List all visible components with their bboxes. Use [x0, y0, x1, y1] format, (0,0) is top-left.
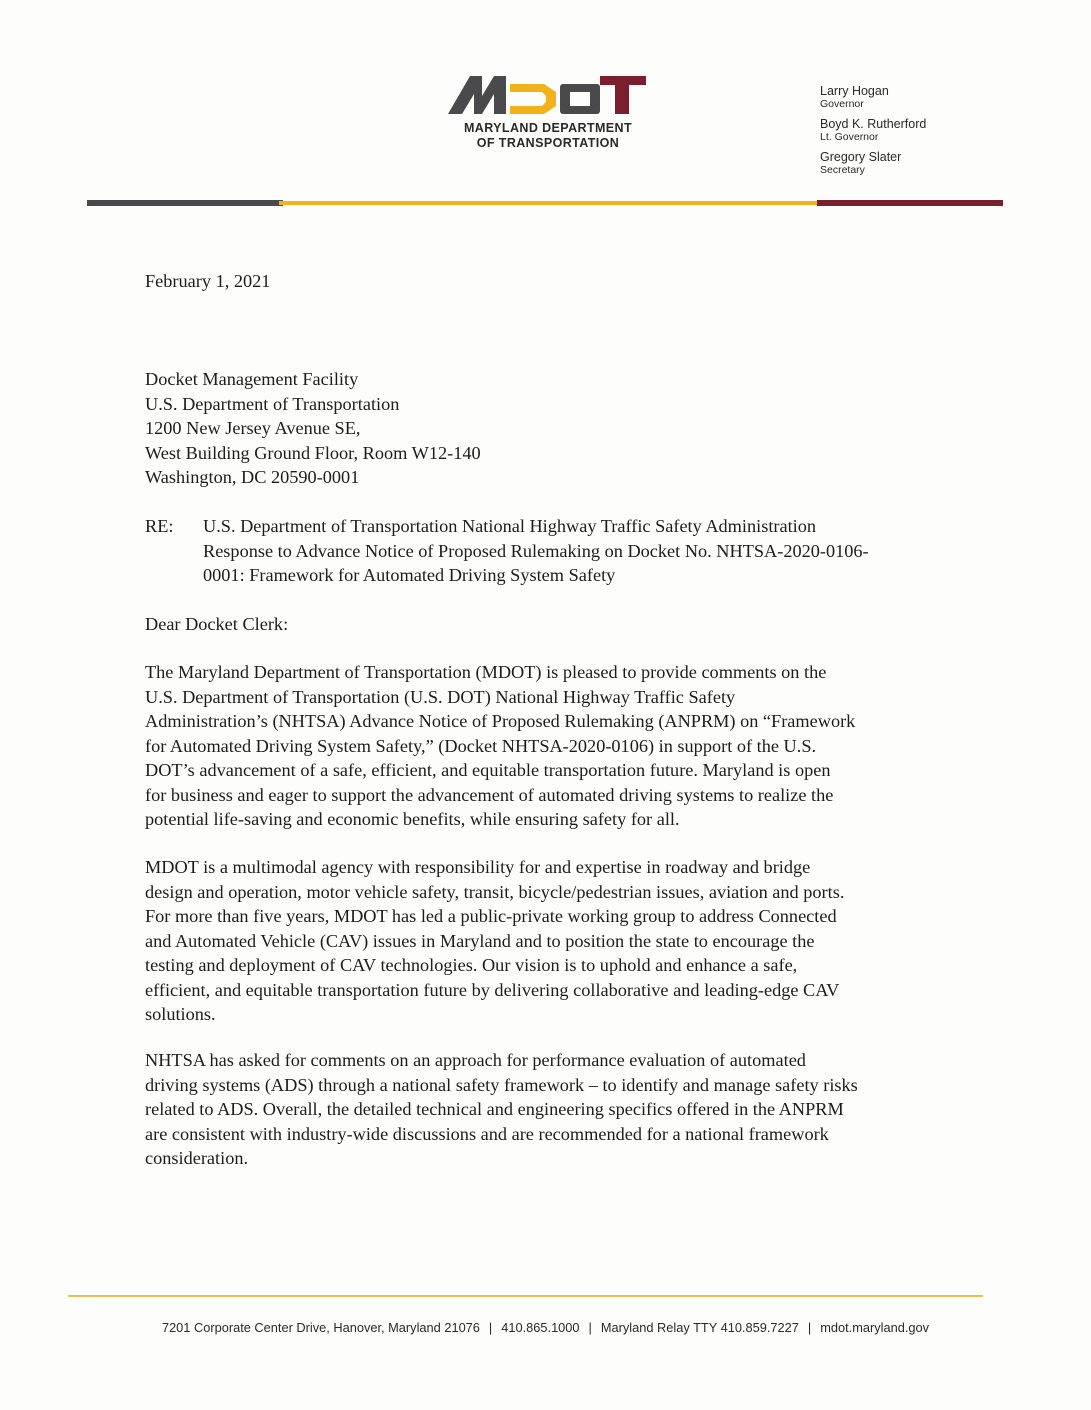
address-line: 1200 New Jersey Avenue SE, [145, 418, 361, 438]
mdot-logo-mark [448, 72, 648, 120]
footer-website[interactable]: mdot.maryland.gov [820, 1320, 930, 1335]
address-line: West Building Ground Floor, Room W12-140 [145, 442, 481, 463]
official-title: Governor [820, 98, 864, 110]
mdot-logo [448, 72, 648, 154]
paragraph-line: are consistent with industry-wide discussions and are recommended for a national framework [145, 1123, 829, 1144]
officials-list [820, 84, 1020, 183]
paragraph-line: consideration. [145, 1148, 249, 1168]
footer-separator: | [807, 1320, 812, 1335]
footer-separator: | [488, 1320, 493, 1335]
official-title: Secretary [820, 164, 865, 176]
re-line: Response to Advance Notice of Proposed Rulemaking on Docket No. NHTSA-2020-0106- [203, 540, 869, 561]
official-name: Boyd K. Rutherford [820, 117, 927, 131]
body-paragraph-2 [145, 855, 950, 1027]
paragraph-line: Administration’s (NHTSA) Advance Notice of Proposed Rulemaking (ANPRM) on “Framework [145, 711, 856, 731]
logo-line-1: MARYLAND DEPARTMENT [463, 121, 632, 135]
address-line: Washington, DC 20590-0001 [145, 467, 360, 487]
header-rule [87, 200, 1003, 206]
body-paragraph-1 [145, 660, 950, 832]
footer-rule [68, 1295, 983, 1297]
paragraph-line: NHTSA has asked for comments on an approach for performance evaluation of automated [145, 1050, 806, 1070]
address-line: Docket Management Facility [145, 369, 359, 389]
paragraph-line: solutions. [145, 1004, 216, 1024]
official-secretary [820, 150, 1020, 176]
official-governor [820, 84, 1020, 110]
footer-contact [0, 1320, 1091, 1335]
re-line: U.S. Department of Transportation National Highway Traffic Safety Administration [203, 516, 817, 536]
paragraph-line: for business and eager to support the advancement of automated driving systems to realize the [145, 784, 834, 805]
paragraph-line: for Automated Driving System Safety,” (Docket NHTSA-2020-0106) in support of the U.S. [145, 735, 817, 756]
footer-address: 7201 Corporate Center Drive, Hanover, Maryland 21076 [161, 1320, 480, 1335]
logo-line-2: OF TRANSPORTATION [476, 136, 620, 150]
footer-phone: 410.865.1000 [501, 1320, 580, 1335]
paragraph-line: DOT’s advancement of a safe, efficient, and equitable transportation future. Maryland is open [145, 760, 831, 780]
footer-relay: Maryland Relay TTY 410.859.7227 [600, 1320, 799, 1335]
paragraph-line: potential life-saving and economic benefits, while ensuring safety for all. [145, 809, 680, 829]
letter-date: February 1, 2021 [145, 271, 271, 291]
paragraph-line: design and operation, motor vehicle safety, transit, bicycle/pedestrian issues, aviation and ports. [145, 881, 845, 902]
official-name: Gregory Slater [820, 150, 902, 164]
official-title: Lt. Governor [820, 131, 879, 143]
paragraph-line: and Automated Vehicle (CAV) issues in Maryland and to position the state to encourage the [145, 930, 815, 951]
paragraph-line: related to ADS. Overall, the detailed technical and engineering specifics offered in the ANPRM [145, 1099, 844, 1119]
re-label: RE: [145, 516, 174, 536]
official-lt-governor [820, 117, 1020, 143]
paragraph-line: The Maryland Department of Transportation (MDOT) is pleased to provide comments on the [145, 662, 827, 682]
re-line: 0001: Framework for Automated Driving System Safety [203, 565, 616, 585]
official-name: Larry Hogan [820, 84, 889, 98]
paragraph-line: U.S. Department of Transportation (U.S. DOT) National Highway Traffic Safety [145, 686, 736, 707]
body-paragraph-3 [145, 1048, 950, 1171]
paragraph-line: testing and deployment of CAV technologies. Our vision is to uphold and enhance a safe, [145, 955, 798, 975]
address-line: U.S. Department of Transportation [145, 393, 400, 414]
re-subject [203, 514, 963, 588]
paragraph-line: MDOT is a multimodal agency with responsibility for and expertise in roadway and bridge [145, 857, 811, 877]
paragraph-line: driving systems (ADS) through a national safety framework – to identify and manage safety risks [145, 1074, 858, 1095]
paragraph-line: For more than five years, MDOT has led a public-private working group to address Connected [145, 906, 837, 926]
salutation: Dear Docket Clerk: [145, 614, 289, 634]
footer-separator: | [588, 1320, 592, 1335]
paragraph-line: efficient, and equitable transportation future by delivering collaborative and leading-edge CAV [145, 979, 840, 1000]
recipient-address [145, 367, 481, 490]
